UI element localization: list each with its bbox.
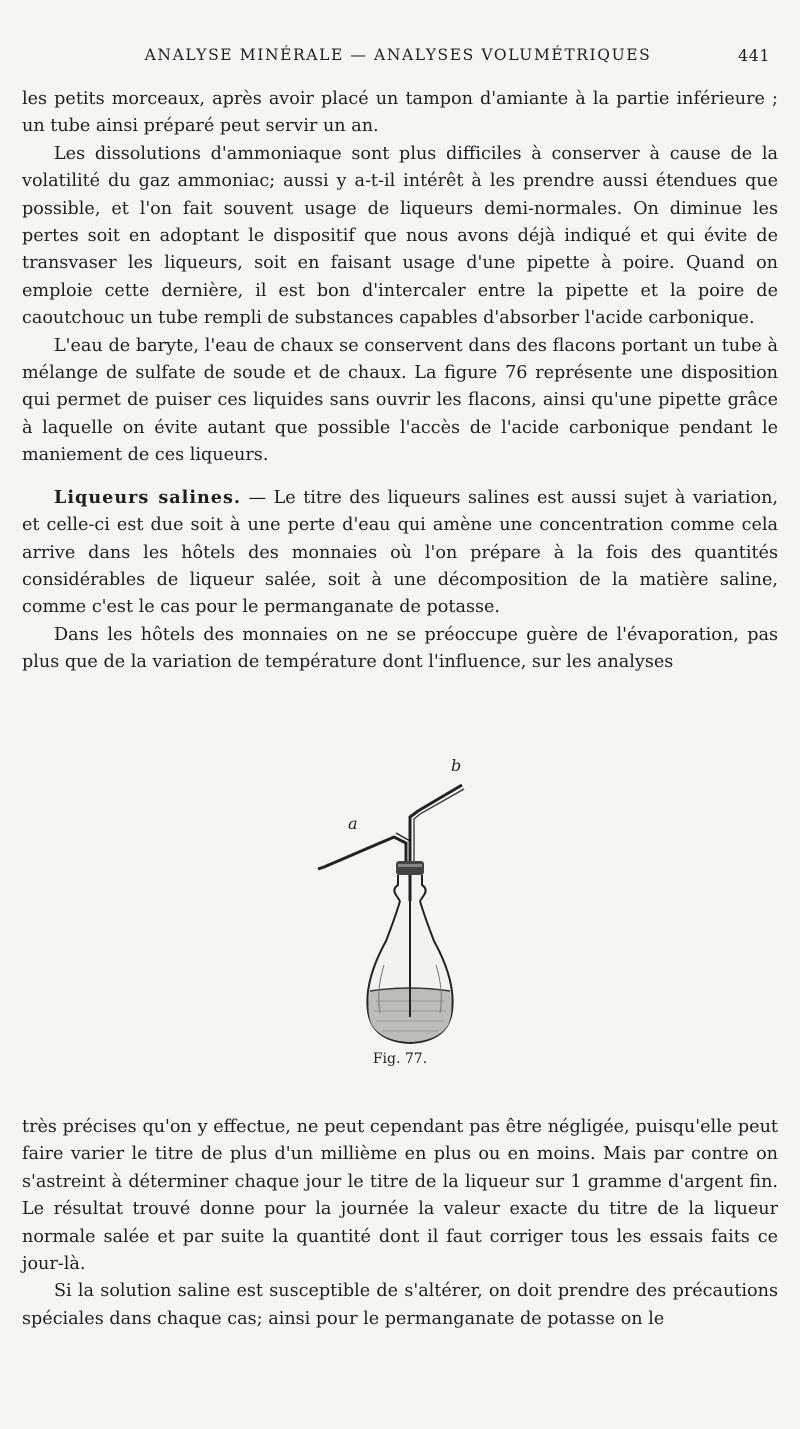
running-title: ANALYSE MINÉRALE — ANALYSES VOLUMÉTRIQUES xyxy=(144,46,652,64)
label-b: b xyxy=(451,756,462,775)
paragraph-tres-precises: très précises qu'on y effectue, ne peut cependant pas être négligée, puisqu'elle peut faire varier le titre de plus d'un millième en plus ou en moins. Mais par contre on s'astreint à déterminer chaque jour le titre de la liqueur sur 1 gramme d'argent fin. Le résultat trouvé donne pour la journée la valeur exacte du titre de la liqueur normale salée et par suite la quantité dont il faut corriger tous les essais faits ce jour-là. xyxy=(22,1117,778,1275)
figure-77 xyxy=(310,755,490,1075)
paragraph-hotels-des-monnaies: Dans les hôtels des monnaies on ne se préoccupe guère de l'évaporation, pas plus que de la variation de température dont l'influence, sur les analyses xyxy=(22,624,778,673)
section-heading: Liqueurs salines. xyxy=(54,486,242,508)
figure-caption: Fig. 77. xyxy=(372,1051,428,1067)
paragraph-eau-de-baryte: L'eau de baryte, l'eau de chaux se conservent dans des flacons portant un tube à mélange de sulfate de soude et de chaux. La figure 76 représente une disposition qui permet de puiser ces liquides sans ouvrir les flacons, ainsi qu'une pipette grâce à laquelle on évite autant que possible l'accès de l'acide carbonique pendant le maniement de ces liqueurs. xyxy=(22,335,778,466)
section-text: — Le titre des liqueurs salines est aussi sujet à variation, et celle-ci est due soit à une perte d'eau qui amène une concentration comme cela arrive dans les hôtels des monnaies où l'on prépare à la fois des quantités considérables de liqueur salée, soit à une décomposition de la matière saline, comme c'est le cas pour le permanganate de potasse. xyxy=(22,487,779,618)
label-a: a xyxy=(348,814,358,833)
paragraph-liqueurs-salines xyxy=(22,484,778,622)
page-header xyxy=(0,46,800,74)
flask-illustration xyxy=(310,755,490,1055)
paragraph-solution-saline: Si la solution saline est susceptible de s'altérer, on doit prendre des précautions spéciales dans chaque cas; ainsi pour le permanganate de potasse on le xyxy=(22,1281,778,1329)
paragraph-continuation: les petits morceaux, après avoir placé un tampon d'amiante à la partie inférieure ; un tube ainsi préparé peut servir un an. xyxy=(22,89,778,137)
body-text-bottom xyxy=(22,1114,778,1333)
paragraph-ammoniaque: Les dissolutions d'ammoniaque sont plus difficiles à conserver à cause de la volatilité du gaz ammoniac; aussi y a-t-il intérêt à les prendre aussi étendues que possible, et l'on fait souvent usage de liqueurs demi-normales. On diminue les pertes soit en adoptant le dispositif que nous avons déjà indiqué et qui évite de transvaser les liqueurs, soit en faisant usage d'une pipette à poire. Quand on emploie cette dernière, il est bon d'intercaler entre la pipette et la poire de caoutchouc un tube rempli de substances capables d'absorber l'acide carbonique. xyxy=(22,143,778,329)
body-text-top xyxy=(22,86,778,677)
page-number: 441 xyxy=(737,46,770,65)
